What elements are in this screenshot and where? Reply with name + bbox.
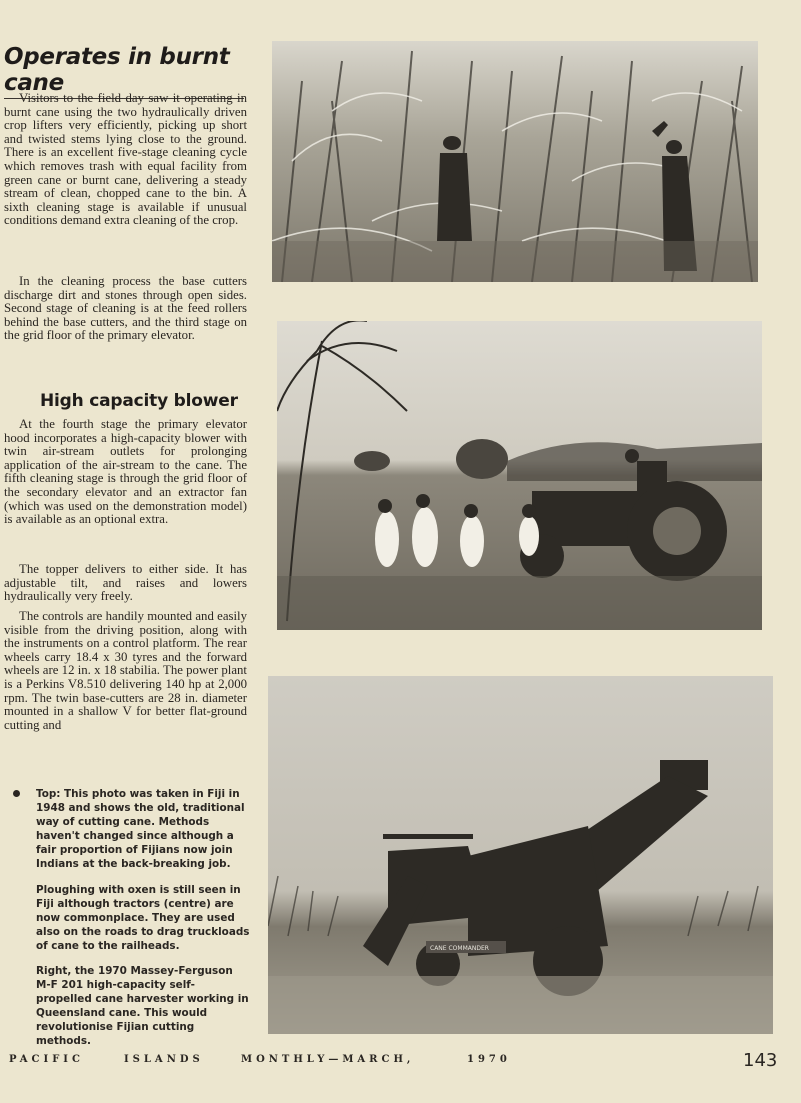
paragraph-1: Visitors to the field day saw it operating in burnt cane using the two hydraulically driven crop lifters very efficiently, picking up short and twisted stems lying close to the ground. There is an excellent five-stage cleaning cycle which removes trash with equal facility from green cane or burnt cane, delivering a steady stream of clean, chopped cane to the bin. A sixth cleaning stage is available if unusual conditions demand extra cleaning of the crop. bbox=[4, 91, 247, 228]
paragraph-2: In the cleaning process the base cutters discharge dirt and stones through open sides. Second stage of cleaning is at the feed rollers behind the base cutters, and the third stage on the grid floor of the primary elevator. bbox=[4, 274, 247, 343]
page-number: 143 bbox=[743, 1050, 778, 1071]
photo-cane-cutting-1948 bbox=[272, 41, 758, 282]
article-headline: Operates in burnt cane bbox=[4, 44, 244, 99]
photo-cane-harvester bbox=[268, 676, 773, 1034]
footer-pacific: PACIFIC bbox=[9, 1054, 84, 1065]
paragraph-3: At the fourth stage the primary elevator hood incorporates a high-capacity blower with twin air-stream outlets for prolonging application of the air-stream to the cane. The fifth cleaning stage is through the grid floor of the secondary elevator and an extractor fan (which was used on the demonstration model) is available as an optional extra. bbox=[4, 417, 247, 527]
page-footer bbox=[9, 1052, 779, 1072]
caption-bullet bbox=[13, 790, 20, 797]
footer-monthly-march: MONTHLY—MARCH, bbox=[241, 1054, 415, 1065]
caption-right-photo: Right, the 1970 Massey-Ferguson M-F 201 high-capacity self-propelled cane harvester working in Queensland cane. This would revolutionise Fijian cutting methods. bbox=[36, 965, 249, 1047]
harvester-label: CANE COMMANDER bbox=[430, 945, 489, 952]
paragraph-4: The topper delivers to either side. It has adjustable tilt, and raises and lowers hydraulically very freely. bbox=[4, 562, 247, 604]
footer-year: 1970 bbox=[467, 1054, 511, 1065]
paragraph-5: The controls are handily mounted and easily visible from the driving position, along with the instruments on a control platform. The rear wheels carry 18.4 x 30 tyres and the forward wheels are 12 in. x 18 stabilia. The power plant is a Perkins V8.510 delivering 140 hp at 2,000 rpm. The twin base-cutters are 28 in. diameter mounted in a shallow V for better flat-ground cutting and bbox=[4, 609, 247, 732]
footer-islands: ISLANDS bbox=[124, 1054, 204, 1065]
caption-top-photo: Top: This photo was taken in Fiji in 1948 and shows the old, traditional way of cutting cane. Methods haven't changed since although a fair proportion of Fijians now join Indians at the back-breaking job. bbox=[36, 788, 245, 870]
caption-centre-photo: Ploughing with oxen is still seen in Fiji although tractors (centre) are now commonplace. They are used also on the roads to drag truckloads of cane to the railheads. bbox=[36, 884, 250, 952]
subheading-high-capacity-blower: High capacity blower bbox=[40, 391, 238, 411]
photo-tractor-field bbox=[277, 321, 762, 630]
